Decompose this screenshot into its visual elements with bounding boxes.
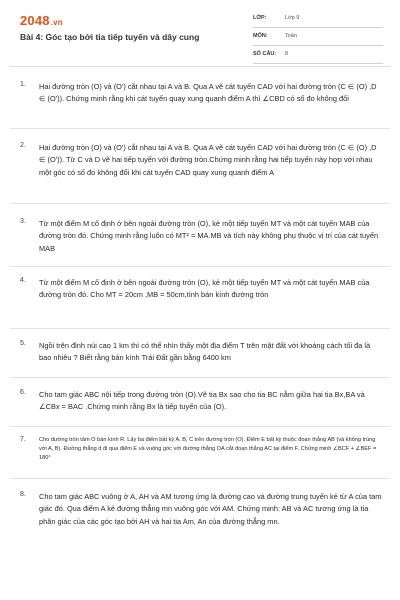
- question-number: 3.: [20, 218, 26, 225]
- logo-suffix: .vn: [50, 18, 63, 27]
- info-row-class: [253, 13, 383, 28]
- question-text: Hai đường tròn (O) và (O') cắt nhau tại A và B. Qua A vẽ cát tuyến CAD với hai đường tròn (C ∈ (O) ,D ∈ (O')). Chứng minh rằng khi cát tuyến quay xung quanh điểm A thì ∠CBD có số đo không đổi: [39, 82, 377, 104]
- info-label: SỐ CÂU:: [253, 51, 277, 57]
- question-text: Ngồi trên đỉnh núi cao 1 km thì có thể nhìn thấy một địa điểm T trên mặt đất với khoảng cách tối đa là bao nhiêu ? Biết rằng bán kính Trái Đất gần bằng 6400 km: [39, 341, 371, 363]
- info-row-count: [253, 49, 383, 64]
- question-number: 1.: [20, 81, 26, 88]
- question-divider: [10, 266, 390, 267]
- question-divider: [10, 328, 390, 329]
- info-value: Toán: [285, 33, 297, 39]
- question-divider: [10, 128, 390, 129]
- info-label: LỚP:: [253, 15, 267, 21]
- page-title: Bài 4: Góc tạo bởi tia tiếp tuyến và dây cung: [20, 32, 200, 42]
- question-text: Từ một điểm M cố định ở bên ngoài đường tròn (O), kẻ một tiếp tuyến MT và một cát tuyến MAB của đường tròn đó. Chứng minh rằng luôn có MT² = MA.MB và tích này không phụ thuộc vị trí của cát tuyến MAB: [39, 219, 379, 253]
- question-number: 5.: [20, 340, 26, 347]
- question-text: Cho đường tròn tâm O bán kính R. Lấy ba điểm bất kỳ A, B, C trên đường tròn (O). Điểm E bất kỳ thuộc đoạn thẳng AB (và không trùng với A, B). Đường thẳng d đi qua điểm E và vuông góc với đường thẳng OA cắt đoạn thẳng AC tại điểm F. Chứng minh ∠BCF + ∠BEF = 180°: [39, 437, 377, 461]
- question-divider: [10, 478, 390, 479]
- logo[interactable]: [20, 13, 63, 28]
- question-divider: [10, 203, 390, 204]
- question-text: Từ một điểm M cố định ở bên ngoài đường tròn (O), kẻ một tiếp tuyến MT và một cát tuyến MAB của đường tròn đó. Cho MT = 20cm ,MB = 50cm,tính bán kính đường tròn: [39, 278, 370, 300]
- question-number: 7.: [20, 436, 26, 443]
- question-number: 6.: [20, 389, 26, 396]
- info-panel: [253, 13, 383, 67]
- page-header: [0, 0, 400, 62]
- info-label: MÔN:: [253, 33, 268, 39]
- question-number: 2.: [20, 142, 26, 149]
- info-value: Lớp 9: [285, 15, 300, 21]
- question-text: Hai đường tròn (O) và (O') cắt nhau tại A và B. Qua A vẽ cát tuyến CAD với hai đường tròn (C ∈ (O) ,D ∈ (O')). Từ C và D vẽ hai tiếp tuyến với đường tròn.Chứng minh rằng hai tiếp tuyến này hợp với nhau một góc có số đo không đổi khi cát tuyến CAD quay xung quanh điểm A: [39, 143, 377, 177]
- logo-main: 2048: [20, 13, 50, 28]
- question-number: 4.: [20, 277, 26, 284]
- info-value: 8: [285, 51, 289, 57]
- info-row-subject: [253, 31, 383, 46]
- header-divider: [10, 66, 390, 67]
- question-number: 8.: [20, 491, 26, 498]
- question-text: Cho tam giác ABC nội tiếp trong đường tròn (O).Vẽ tia Bx sao cho tia BC nằm giữa hai tia Bx,BA và ∠CBx = BAC .Chứng minh rằng Bx là tiếp tuyến của (O).: [39, 390, 365, 412]
- question-divider: [10, 426, 390, 427]
- question-divider: [10, 377, 390, 378]
- question-text: Cho tam giác ABC vuông ở A, AH và AM tương ứng là đường cao và đường trung tuyến kẻ từ A của tam giác đó. Qua điểm A kẻ đường thẳng mn vuông góc với AM. Chứng minh: AB và AC tương ứng là tia phân giác của các góc tạo bởi AH và hai tia Am, An của đường thẳng mn.: [39, 492, 382, 526]
